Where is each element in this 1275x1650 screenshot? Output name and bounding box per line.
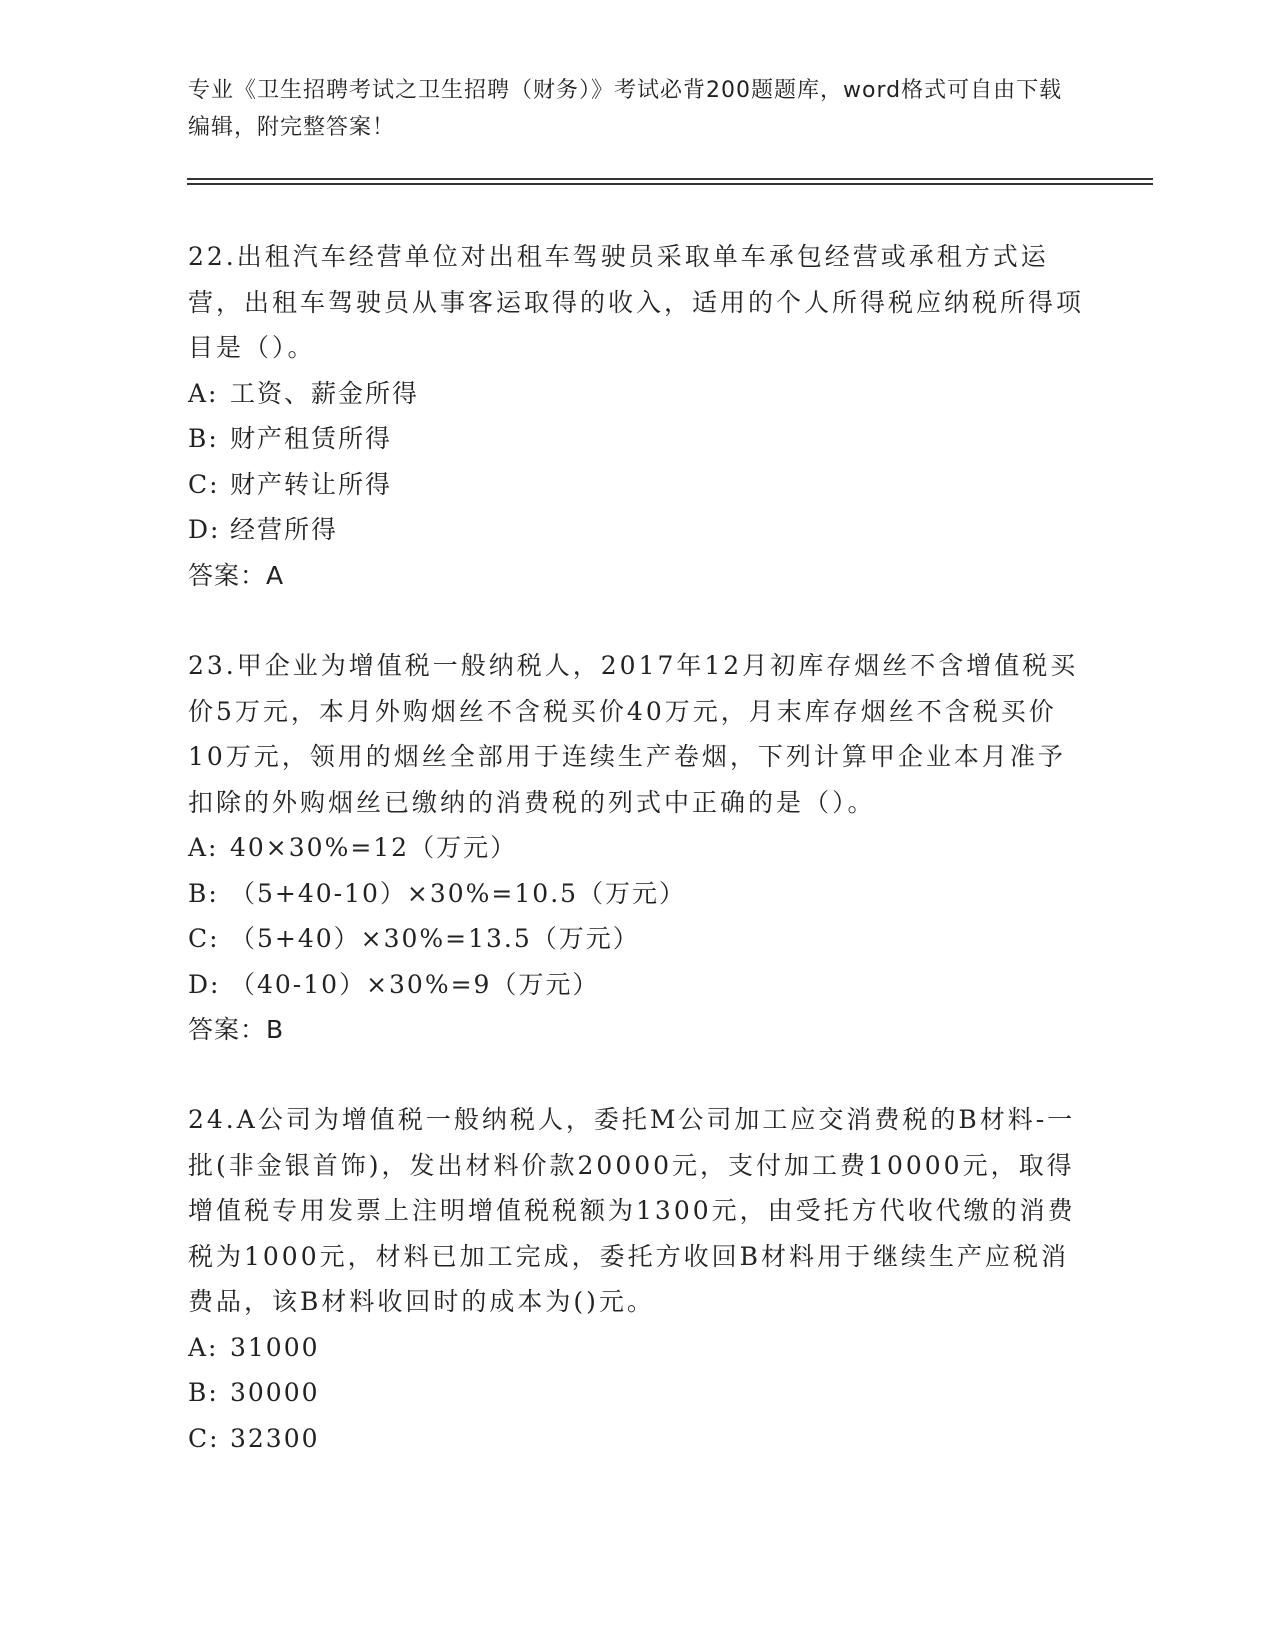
question-text: 甲企业为增值税一般纳税人，2017年12月初库存烟丝不含增值税买价5万元，本月外购烟丝不含税买价40万元，月末库存烟丝不含税买价10万元，领用的烟丝全部用于连续生产卷烟，下列计算甲企业本月准予扣除的外购烟丝已缴纳的消费税的列式中正确的是（）。: [188, 651, 1079, 817]
option-b: [188, 416, 1088, 462]
option-a: [188, 371, 1088, 417]
document-header: [188, 72, 1068, 146]
answer-line: 答案：B: [188, 1015, 285, 1044]
question-stem: [188, 234, 1088, 371]
option-label: B:: [188, 878, 219, 908]
header-text: 专业《卫生招聘考试之卫生招聘（财务）》考试必背200题题库，word格式可自由下载编辑，附完整答案！: [188, 78, 1063, 140]
option-text: 30000: [230, 1378, 320, 1407]
option-d: [188, 507, 1088, 553]
option-label: A:: [188, 378, 219, 408]
option-d: [188, 962, 1088, 1008]
option-label: B:: [188, 1378, 219, 1407]
option-a: [188, 1325, 1088, 1371]
option-text: 财产转让所得: [230, 469, 393, 499]
option-text: 财产租赁所得: [230, 424, 393, 453]
option-text: 40×30%=12（万元）: [230, 833, 518, 862]
option-label: A:: [188, 1332, 219, 1362]
option-label: A:: [188, 833, 219, 862]
question-23: [188, 643, 1088, 1053]
question-number: 23.: [188, 651, 237, 680]
option-c: [188, 462, 1088, 508]
option-label: C:: [188, 924, 220, 953]
header-divider-top: [187, 178, 1153, 180]
option-label: D:: [188, 969, 221, 999]
question-22: [188, 234, 1088, 598]
question-number: 22.: [188, 242, 237, 271]
option-c: [188, 916, 1088, 962]
question-stem: [188, 1097, 1088, 1325]
question-text: 出租汽车经营单位对出租车驾驶员采取单车承包经营或承租方式运营，出租车驾驶员从事客运取得的收入，适用的个人所得税应纳税所得项目是（）。: [188, 242, 1085, 362]
option-text: 经营所得: [230, 515, 339, 544]
option-label: B:: [188, 424, 219, 453]
option-b: [188, 1370, 1088, 1416]
option-text: （5+40）×30%=13.5（万元）: [230, 924, 640, 953]
header-divider-bottom: [187, 183, 1153, 185]
answer-line: 答案：A: [188, 560, 285, 590]
question-stem: [188, 643, 1088, 825]
option-b: [188, 871, 1088, 917]
question-number: 24.: [188, 1105, 237, 1134]
question-24: [188, 1097, 1088, 1461]
option-text: 31000: [230, 1332, 320, 1362]
option-text: （40-10）×30%=9（万元）: [230, 969, 600, 999]
option-text: 工资、薪金所得: [230, 378, 420, 408]
option-text: 32300: [230, 1423, 320, 1453]
option-text: （5+40-10）×30%=10.5（万元）: [230, 878, 687, 908]
option-label: D:: [188, 515, 221, 544]
option-a: [188, 825, 1088, 871]
option-label: C:: [188, 469, 220, 499]
question-text: A公司为增值税一般纳税人，委托M公司加工应交消费税的B材料-一批(非金银首饰)，发出材料价款20000元，支付加工费10000元，取得增值税专用发票上注明增值税税额为1300元，由受托方代收代缴的消费税为1000元，材料已加工完成，委托方收回B材料用于继续生产应税消费品，该B材料收回时的成本为()元。: [188, 1105, 1076, 1316]
option-c: [188, 1416, 1088, 1462]
option-label: C:: [188, 1423, 220, 1453]
